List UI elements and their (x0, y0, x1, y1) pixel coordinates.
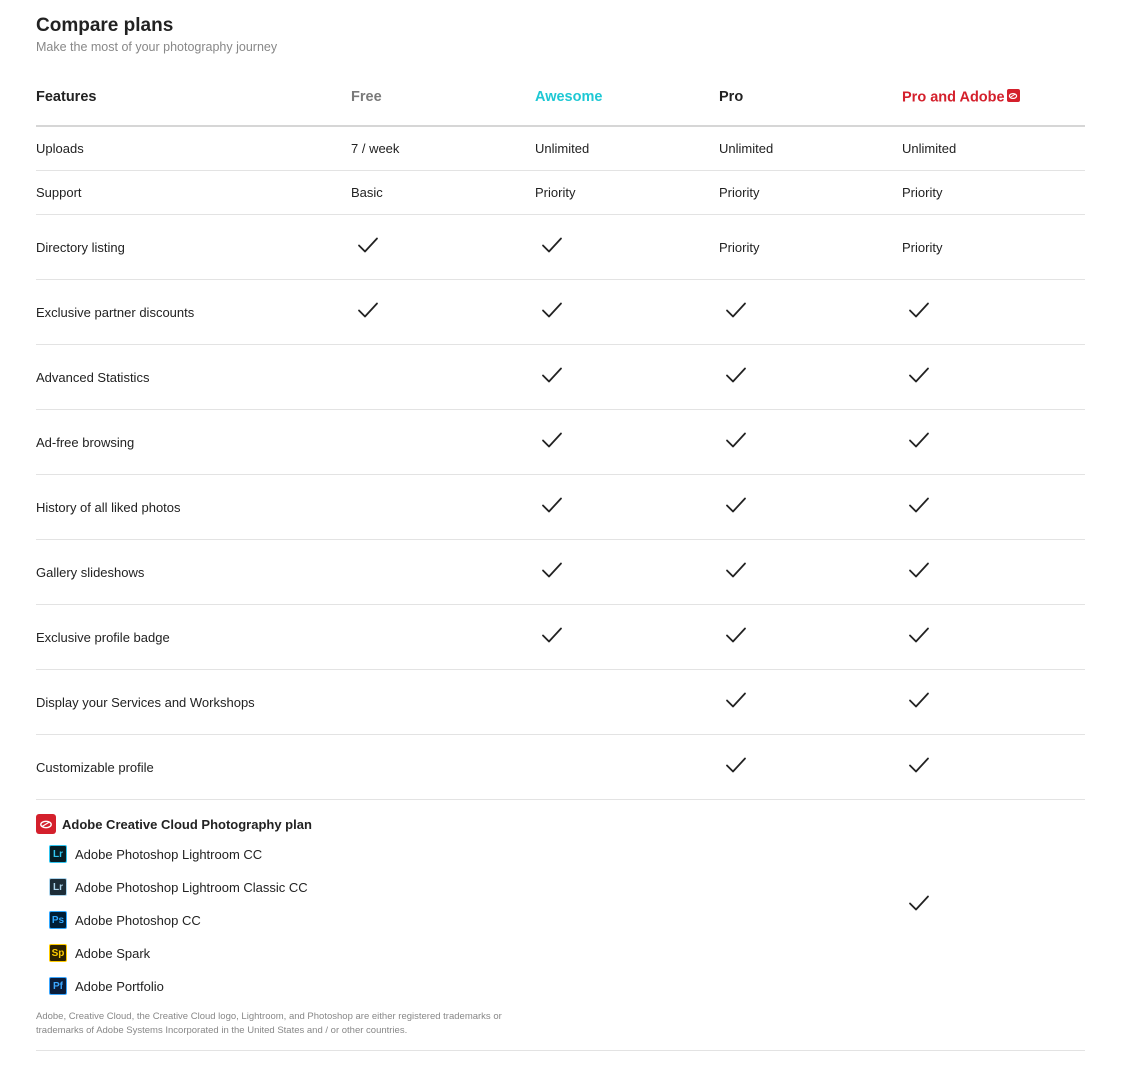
page-subtitle: Make the most of your photography journey (36, 40, 278, 54)
table-row-support (36, 171, 1085, 215)
table-row-exclusive-profile-badge (36, 605, 1085, 670)
creative-cloud-icon (1007, 89, 1020, 102)
feature-label: Customizable profile (36, 759, 154, 775)
cell-awesome: Priority (535, 185, 576, 200)
check-icon (725, 626, 747, 644)
adobe-app-name: Adobe Photoshop CC (75, 912, 201, 928)
trademark-notice: Adobe, Creative Cloud, the Creative Cloud logo, Lightroom, and Photoshop are either registered trademarks or trademarks of Adobe Systems Incorporated in the United States and / or other countries. (36, 1011, 502, 1036)
check-icon (908, 496, 930, 514)
cell-pro: Priority (719, 239, 760, 255)
page-title: Compare plans (36, 15, 174, 36)
photoshop-icon: Ps (49, 911, 67, 929)
cell-awesome: Unlimited (535, 141, 590, 156)
table-row-customizable-profile (36, 735, 1085, 800)
adobe-app-item (49, 878, 308, 896)
adobe-plan-section (36, 800, 1085, 1051)
feature-label: Gallery slideshows (36, 564, 145, 580)
check-icon (357, 236, 379, 254)
header-pro-and-adobe-label: Pro and Adobe (902, 89, 1005, 106)
check-icon (725, 301, 747, 319)
check-icon (541, 496, 563, 514)
check-icon (908, 756, 930, 774)
table-row-directory-listing (36, 215, 1085, 280)
check-icon (908, 691, 930, 709)
adobe-app-name: Adobe Photoshop Lightroom Classic CC (75, 879, 308, 895)
lightroom-icon: Lr (49, 845, 67, 863)
check-icon (541, 561, 563, 579)
table-row-display-your-services-and-workshops (36, 670, 1085, 735)
header-features: Features (36, 89, 97, 105)
check-icon (908, 431, 930, 449)
header-pro: Pro (719, 89, 744, 105)
cell-pro-and-adobe: Unlimited (902, 141, 957, 156)
check-icon (541, 366, 563, 384)
adobe-app-item (49, 845, 262, 863)
table-row-exclusive-partner-discounts (36, 280, 1085, 345)
creative-cloud-icon (36, 814, 56, 834)
table-row-advanced-statistics (36, 345, 1085, 410)
feature-label: Directory listing (36, 239, 125, 255)
adobe-app-name: Adobe Portfolio (75, 978, 164, 994)
feature-label: History of all liked photos (36, 499, 181, 515)
check-icon (725, 756, 747, 774)
check-icon (725, 691, 747, 709)
portfolio-icon: Pf (49, 977, 67, 995)
check-icon (541, 626, 563, 644)
lightroom-classic-icon: Lr (49, 878, 67, 896)
check-icon (908, 366, 930, 384)
table-row-uploads (36, 127, 1085, 171)
check-icon (725, 366, 747, 384)
cell-pro: Priority (719, 185, 760, 200)
feature-label: Ad-free browsing (36, 434, 135, 450)
feature-label: Exclusive profile badge (36, 629, 170, 645)
adobe-app-item (49, 977, 164, 995)
table-row-ad-free-browsing (36, 410, 1085, 475)
cell-pro: Unlimited (719, 141, 774, 156)
feature-label: Exclusive partner discounts (36, 304, 195, 320)
cell-pro-and-adobe: Priority (902, 239, 943, 255)
table-row-history-of-all-liked-photos (36, 475, 1085, 540)
spark-icon: Sp (49, 944, 67, 962)
cell-pro-and-adobe: Priority (902, 185, 943, 200)
check-icon (908, 561, 930, 579)
adobe-app-name: Adobe Photoshop Lightroom CC (75, 846, 263, 862)
cell-free: 7 / week (351, 141, 400, 156)
check-icon (725, 431, 747, 449)
adobe-app-item (49, 911, 201, 929)
adobe-plan-heading (36, 814, 312, 834)
check-icon (908, 301, 930, 319)
check-icon (541, 236, 563, 254)
adobe-app-item (49, 944, 150, 962)
check-icon (725, 561, 747, 579)
table-row-gallery-slideshows (36, 540, 1085, 605)
check-icon (541, 301, 563, 319)
adobe-plan-title: Adobe Creative Cloud Photography plan (62, 816, 312, 832)
table-body (36, 127, 1085, 800)
adobe-app-name: Adobe Spark (75, 945, 151, 961)
cell-free: Basic (351, 185, 383, 200)
table-header (36, 70, 1085, 127)
feature-label: Uploads (36, 141, 84, 156)
check-icon (908, 626, 930, 644)
check-icon (725, 496, 747, 514)
compare-plans-table (36, 70, 1085, 1051)
header-pro-and-adobe (902, 89, 1020, 106)
feature-label: Advanced Statistics (36, 369, 150, 385)
feature-label: Support (36, 185, 82, 200)
header-free: Free (351, 89, 382, 105)
check-icon (357, 301, 379, 319)
feature-label: Display your Services and Workshops (36, 694, 255, 710)
header-awesome: Awesome (535, 89, 603, 105)
check-icon (908, 894, 930, 912)
check-icon (541, 431, 563, 449)
